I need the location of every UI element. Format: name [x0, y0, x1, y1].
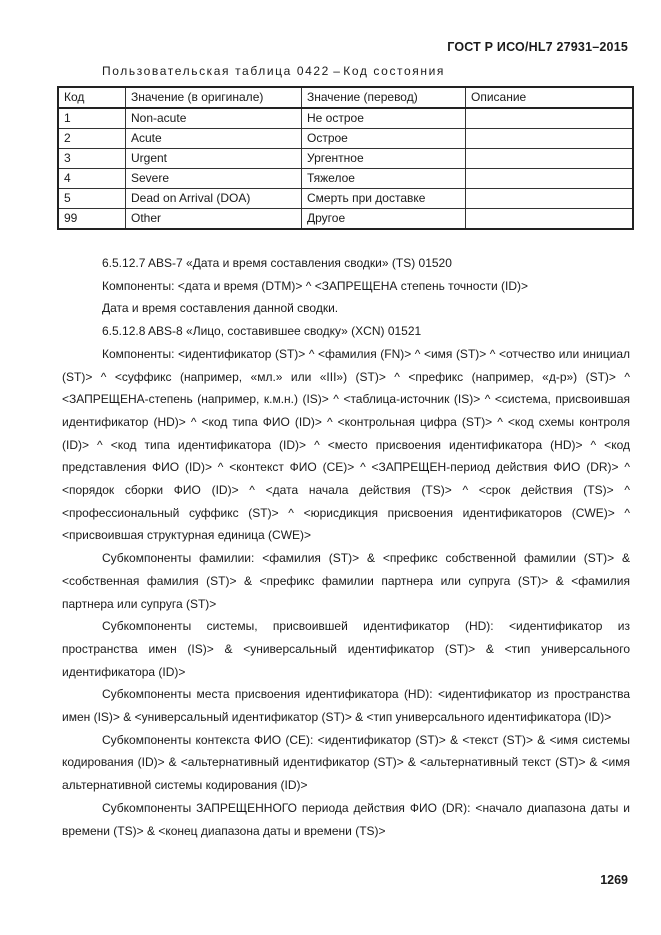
subcomponents-name-context: Субкомпоненты контекста ФИО (CE): <идентификатор (ST)> & <текст (ST)> & <имя системы кодирования (ID)> & <альтернативный идентификатор (ST)> & <альтернативный текст (ST)> & <имя альтернативной системы кодирования (ID)> [62, 732, 630, 793]
table-row [58, 149, 633, 169]
components-abs-7: Компоненты: <дата и время (DTM)> ^ <ЗАПРЕЩЕНА степень точности (ID)> [102, 278, 529, 293]
cell-code: 4 [58, 169, 126, 189]
cell-description [466, 129, 634, 149]
subcomponents-assigning-facility: Субкомпоненты места присвоения идентификатора (HD): <идентификатор из пространства имен (IS)> & <универсальный идентификатор (ST)> & <тип универсального идентификатора (ID)> [62, 687, 630, 725]
body-text [62, 252, 630, 842]
cell-translated-value: Острое [302, 129, 466, 149]
column-header-translated-value: Значение (перевод) [302, 87, 466, 108]
table-row [58, 209, 633, 230]
cell-translated-value: Другое [302, 209, 466, 230]
cell-translated-value: Не острое [302, 108, 466, 129]
status-code-table [57, 86, 634, 230]
column-header-original-value: Значение (в оригинале) [126, 87, 302, 108]
table-caption-prefix: Пользовательская таблица 0422 [102, 64, 330, 78]
cell-original-value: Other [126, 209, 302, 230]
cell-original-value: Severe [126, 169, 302, 189]
subcomponents-family-name: Субкомпоненты фамилии: <фамилия (ST)> & <префикс собственной фамилии (ST)> & <собственная фамилия (ST)> & <префикс фамилии партнера или супруга (ST)> & <фамилия партнера или супруга (ST)> [62, 551, 630, 611]
cell-translated-value: Ургентное [302, 149, 466, 169]
cell-original-value: Acute [126, 129, 302, 149]
cell-translated-value: Тяжелое [302, 169, 466, 189]
table-row [58, 189, 633, 209]
page-number: 1269 [600, 873, 628, 887]
table-header-row [58, 87, 633, 108]
table-row [58, 108, 633, 129]
table-row [58, 129, 633, 149]
description-abs-7: Дата и время составления данной сводки. [102, 301, 339, 316]
section-heading-abs-8: 6.5.12.8 ABS-8 «Лицо, составившее сводку» (XCN) 01521 [102, 324, 422, 339]
cell-description [466, 108, 634, 129]
cell-translated-value: Смерть при доставке [302, 189, 466, 209]
cell-original-value: Dead on Arrival (DOA) [126, 189, 302, 209]
cell-code: 5 [58, 189, 126, 209]
subcomponents-name-validity-range: Субкомпоненты ЗАПРЕЩЕННОГО периода действия ФИО (DR): <начало диапазона даты и времени (TS)> & <конец диапазона даты и времени (TS)> [62, 800, 630, 838]
cell-code: 2 [58, 129, 126, 149]
column-header-code: Код [58, 87, 126, 108]
column-header-description: Описание [466, 87, 634, 108]
cell-description [466, 169, 634, 189]
cell-description [466, 209, 634, 230]
cell-code: 3 [58, 149, 126, 169]
cell-description [466, 189, 634, 209]
table-caption [102, 64, 445, 78]
table-caption-separator: – [329, 64, 344, 78]
cell-original-value: Non-acute [126, 108, 302, 129]
components-abs-8: Компоненты: <идентификатор (ST)> ^ <фамилия (FN)> ^ <имя (ST)> ^ <отчество или инициал (ST)> ^ <суффикс (например, «мл.» или «III») (ST)> ^ <префикс (например, «д-р») (ST)> ^ <ЗАПРЕЩЕНА-степень (например, к.м.н.) (IS)> ^ <таблица-источник (IS)> ^ <система, присвоившая идентификатор (HD)> ^ <код типа ФИО (ID)> ^ <контрольная цифра (ST)> ^ <код схемы контроля (ID)> ^ <код типа идентификатора (ID)> ^ <место присвоения идентификатора (HD)> ^ <код представления ФИО (ID)> ^ <контекст ФИО (CE)> ^ <ЗАПРЕЩЕН-период действия ФИО (DR)> ^ <порядок сборки ФИО (ID)> ^ <дата начала действия (TS)> ^ <срок действия (TS)> ^ <профессиональный суффикс (ST)> ^ <юрисдикция присвоения идентификаторов (CWE)> ^ <присвоившая структурная единица (CWE)> [62, 346, 630, 543]
section-heading-abs-7: 6.5.12.7 ABS-7 «Дата и время составления сводки» (TS) 01520 [102, 256, 452, 270]
table-caption-title: Код состояния [343, 64, 446, 78]
document-header: ГОСТ Р ИСО/HL7 27931–2015 [447, 40, 628, 54]
cell-code: 1 [58, 108, 126, 129]
cell-original-value: Urgent [126, 149, 302, 169]
cell-code: 99 [58, 209, 126, 230]
cell-description [466, 149, 634, 169]
subcomponents-assigning-system: Субкомпоненты системы, присвоившей идентификатор (HD): <идентификатор из пространства имен (IS)> & <универсальный идентификатор (ST)> & <тип универсального идентификатора (ID)> [62, 619, 630, 679]
table-row [58, 169, 633, 189]
